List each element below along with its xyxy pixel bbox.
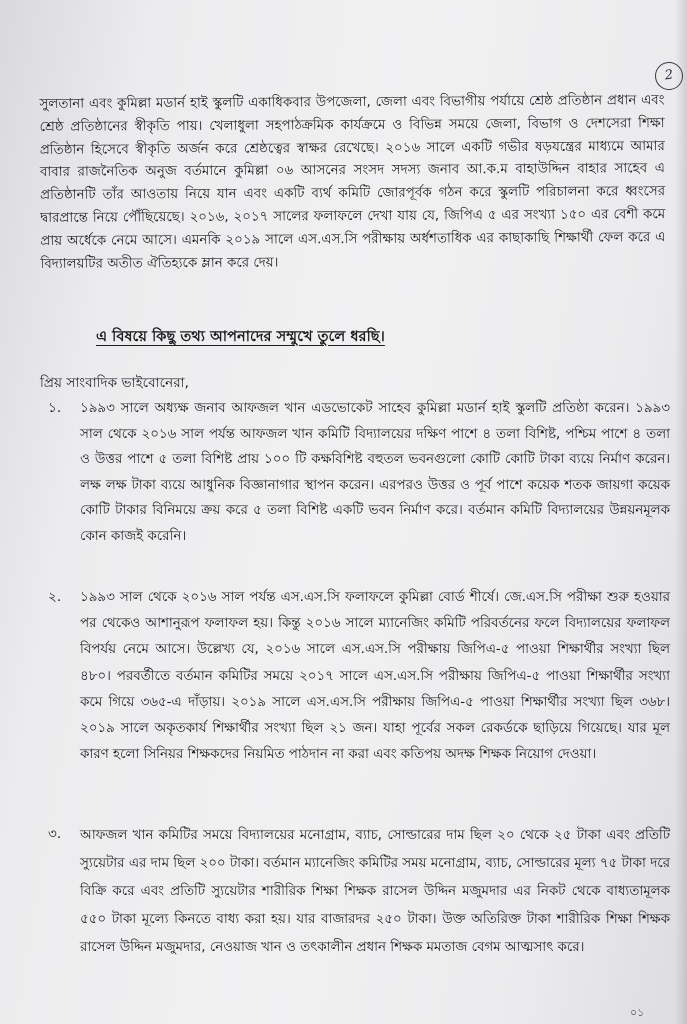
list-item xyxy=(40,396,670,549)
section-heading: এ বিষয়ে কিছু তথ্য আপনাদের সম্মুখে তুলে ধরছি। xyxy=(96,328,385,345)
list-item-number: ৩. xyxy=(48,826,62,842)
list-item-text: ১৯৯৩ সালে অধ্যক্ষ জনাব আফজল খান এডভোকেট সাহেব কুমিল্লা মডার্ন হাই স্কুলটি প্রতিষ্ঠা করেন। ১৯৯৩ সাল থেকে ২০১৬ সাল পর্যন্ত আফজল খান কমিটি বিদ্যালয়ের দক্ষিণ পাশে ৪ তলা বিশিষ্ট, পশ্চিম পাশে ৪ তলা ও উত্তর পাশে ৫ তলা বিশিষ্ট প্রায় ১০০ টি কক্ষবিশিষ্ট বহুতল ভবনগুলো কোটি কোটি টাকা ব্যয়ে নির্মাণ করেন। লক্ষ লক্ষ টাকা ব্যয়ে আধুনিক বিজ্ঞানাগার স্থাপন করেন। এরপরও উত্তর ও পূর্ব পাশে কয়েক শতক জায়গা কয়েক কোটি টাকার বিনিময়ে ক্রয় করে ৫ তলা বিশিষ্ট একটি ভবন নির্মাণ করে। বর্তমান কমিটি বিদ্যালয়ের উন্নয়নমূলক কোন কাজই করেনি। xyxy=(80,401,670,544)
list-item xyxy=(40,585,670,768)
list-item-number: ১. xyxy=(48,400,62,416)
handwritten-page-number: 2 xyxy=(653,60,685,92)
paper-edge-shadow xyxy=(675,0,687,1024)
footer-mark: ০১ xyxy=(630,1006,645,1019)
salutation: প্রিয় সাংবাদিক ভাইবোনেরা, xyxy=(40,375,189,391)
list-item xyxy=(40,822,670,962)
list-item-text: ১৯৯৩ সাল থেকে ২০১৬ সাল পর্যন্ত এস.এস.সি ফলাফলে কুমিল্লা বোর্ড শীর্ষে। জে.এস.সি পরীক্ষা শুরু হওয়ার পর থেকেও আশানুরূপ ফলাফল হয়। কিন্তু ২০১৬ সালে ম্যানেজিং কমিটি পরিবর্তনের ফলে বিদ্যালয়ের ফলাফল বিপর্যয় নেমে আসে। উল্লেখ্য যে, ২০১৬ সালে এস.এস.সি পরীক্ষায় জিপিএ-৫ পাওয়া শিক্ষার্থীর সংখ্যা ছিল ৪৮০। পরবর্তীতে বর্তমান কমিটির সময়ে ২০১৭ সালে এস.এস.সি পরীক্ষায় জিপিএ-৫ পাওয়া শিক্ষার্থীর সংখ্যা কমে গিয়ে ৩৬৫-এ দাঁড়ায়। ২০১৯ সালে এস.এস.সি পরীক্ষায় জিপিএ-৫ পাওয়া শিক্ষার্থীর সংখ্যা ছিল ৩৬৮। ২০১৯ সালে অকৃতকার্য শিক্ষার্থীর সংখ্যা ছিল ২১ জন। যাহা পূর্বের সকল রেকর্ডকে ছাড়িয়ে গিয়েছে। যার মূল কারণ হলো সিনিয়র শিক্ষকদের নিয়মিত পাঠদান না করা এবং কতিপয় অদক্ষ শিক্ষক নিয়োগ দেওয়া। xyxy=(80,590,670,763)
list-item-text: আফজল খান কমিটির সময়ে বিদ্যালয়ের মনোগ্রাম, ব্যাচ, সোল্ডারের দাম ছিল ২০ থেকে ২৫ টাকা এবং প্রতিটি স্যুয়েটার এর দাম ছিল ২০০ টাকা। বর্তমান ম্যানেজিং কমিটির সময় মনোগ্রাম, ব্যাচ, সোল্ডারের মূল্য ৭৫ টাকা দরে বিক্রি করে এবং প্রতিটি স্যুয়েটার শারীরিক শিক্ষা শিক্ষক রাসেল উদ্দিন মজুমদার এর নিকট থেকে বাধ্যতামূলক ৫৫০ টাকা মূল্যে কিনতে বাধ্য করা হয়। যার বাজারদর ২৫০ টাকা। উক্ত অতিরিক্ত টাকা শারীরিক শিক্ষা শিক্ষক রাসেল উদ্দিন মজুমদার, নেওয়াজ খান ও তৎকালীন প্রধান শিক্ষক মমতাজ বেগম আত্মসাৎ করে। xyxy=(80,828,670,955)
intro-paragraph: সুলতানা এবং কুমিল্লা মডার্ন হাই স্কুলটি একাধিকবার উপজেলা, জেলা এবং বিভাগীয় পর্যায়ে শ্রেষ্ঠ প্রতিষ্ঠান প্রধান এবং শ্রেষ্ঠ প্রতিষ্ঠানের স্বীকৃতি পায়। খেলাধুলা সহপাঠক্রমিক কার্যক্রমে ও বিভিন্ন সময়ে জেলা, বিভাগ ও দেশসেরা শিক্ষা প্রতিষ্ঠান হিসেবে স্বীকৃতি অর্জন করে শ্রেষ্ঠত্বের স্বাক্ষর রেখেছে। ২০১৬ সালে একটি গভীর ষড়যন্ত্রের মাধ্যমে আমার বাবার রাজনৈতিক অনুজ বর্তমানে কুমিল্লা ০৬ আসনের সংসদ সদস্য জনাব আ.ক.ম বাহাউদ্দিন বাহার সাহেব এ প্রতিষ্ঠানটি তাঁর আওতায় নিয়ে যান এবং একটি ব্যর্থ কমিটি জোরপূর্বক গঠন করে স্কুলটি পরিচালনা করে ধ্বংসের দ্বারপ্রান্তে নিয়ে পৌঁছিয়েছে। ২০১৬, ২০১৭ সালের ফলাফলে দেখা যায় যে, জিপিএ ৫ এর সংখ্যা ১৫০ এর বেশী কমে প্রায় অর্ধেকে নেমে আসে। এমনকি ২০১৯ সালে এস.এস.সি পরীক্ষায় অর্ধশতাধিক এর কাছাকাছি শিক্ষার্থী ফেল করে এ বিদ্যালয়টির অতীত ঐতিহ্যকে ম্লান করে দেয়। xyxy=(39,93,666,272)
list-item-number: ২. xyxy=(48,589,62,605)
